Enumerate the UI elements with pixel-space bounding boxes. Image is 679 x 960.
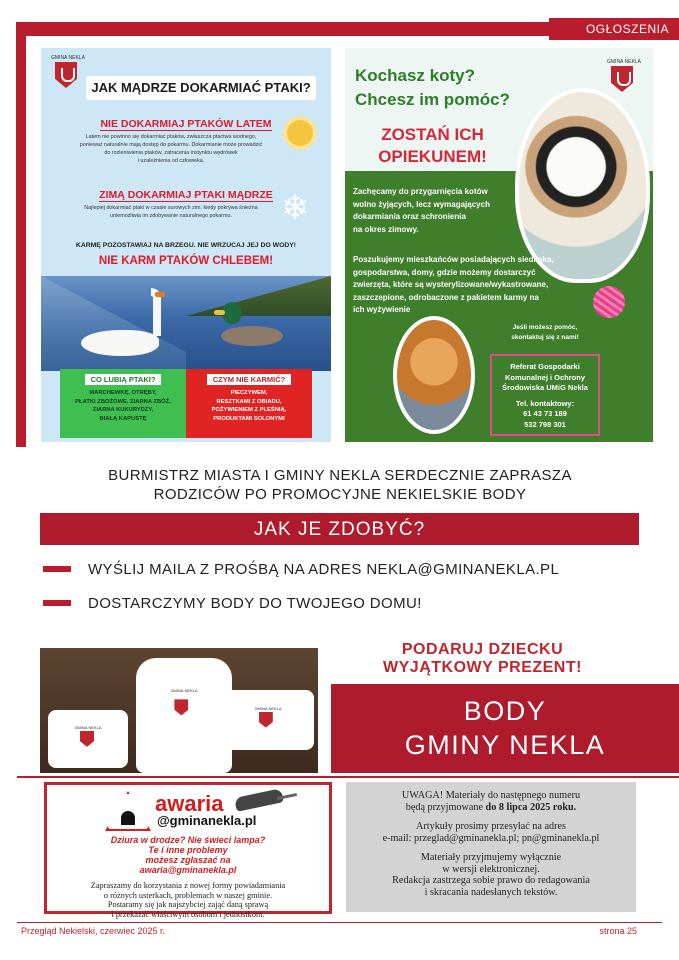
winter-heading: ZIMĄ DOKARMIAJ PTAKI MĄDRZE (99, 189, 273, 201)
awaria-domain: @gminanekla.pl (157, 813, 257, 828)
onesie-image: GMINA NEKLA (48, 710, 128, 768)
editorial-notice (346, 782, 636, 912)
yarn-ball-icon (593, 286, 625, 318)
notice-email: Artykuły prosimy przesyłać na adres e-mail: przeglad@gminanekla.pl; pn@gminanekla.pl (382, 821, 600, 844)
cat-intro-text: Zachęcamy do przygarnięcia kotów wolno żyjących, lecz wymagających dokarmiania oraz schronienia na okres zimowy. (353, 187, 490, 234)
bird-feeding-poster (41, 48, 331, 442)
how-to-get-banner: JAK JE ZDOBYĆ? (40, 513, 639, 545)
notice-deadline: UWAGA! Materiały do następnego numeru będą przyjmowane do 8 lipca 2025 roku. (401, 790, 581, 813)
duck-image (221, 326, 283, 346)
footer-rule (17, 922, 662, 923)
body-gminy-nekla-banner: BODY GMINY NEKLA (331, 684, 679, 773)
crest-caption: GMINA NEKLA (51, 55, 85, 61)
bird-poster-title: JAK MĄDRZE DOKARMIAĆ PTAKI? (86, 76, 316, 100)
cat-search-text: Poszukujemy mieszkańców posiadających siedliska, gospodarstwa, domy, gdzie możemy dostarczyć zwierzęta, które są wysterylizowane/wykastrowane, zaszczepione, odrobaczone z pakietem karmy na ich wyżywienie (353, 255, 554, 314)
sun-icon (287, 120, 313, 146)
good-food-box (60, 369, 186, 438)
bad-food-title: CZYM NIE KARMIĆ? (186, 375, 312, 384)
snowflake-icon: ❄ (281, 189, 310, 227)
gmina-crest-icon (55, 62, 77, 88)
worker-figure-icon (121, 811, 135, 825)
bread-warning: NIE KARM PTAKÓW CHLEBEM! (98, 255, 274, 267)
street-lamp-icon (234, 788, 284, 812)
section-tag: OGŁOSZENIA (549, 18, 679, 40)
invitation-text: BURMISTRZ MIASTA I GMINY NEKLA SERDECZNIE ZAPRASZA RODZICÓW PO PROMOCYJNE NEKIELSKIE BODY (108, 467, 572, 503)
cat-headline-2: OPIEKUNEM! (378, 147, 487, 166)
contact-prompt: Jeśli możesz pomóc, skontaktuj się z nami! (511, 324, 579, 341)
awaria-box (44, 782, 332, 919)
good-food-list: MARCHEWKĘ, OTRĘBY, PŁATKI ZBOŻOWE, ZIARNA ZBÓŻ, ZIARNA KUKURYDZY, BIAŁĄ KAPUSTĘ (75, 390, 171, 422)
shore-instruction: KARMĘ POZOSTAWIAJ NA BRZEGU. NIE WRZUCAJ JEJ DO WODY! (75, 242, 297, 249)
step-delivery: DOSTARCZYMY BODY DO TWOJEGO DOMU! (88, 595, 422, 612)
summer-heading: NIE DOKARMIAJ PTAKÓW LATEM (100, 118, 272, 130)
cat-adoption-poster (345, 48, 653, 442)
gmina-crest-icon (611, 66, 633, 92)
cat-question-2: Chcesz im pomóc? (355, 90, 510, 109)
bodysuits-photo (40, 648, 318, 773)
step-email: WYŚLIJ MAILA Z PROŚBĄ NA ADRES NEKLA@GMINANEKLA.PL (88, 561, 560, 578)
awaria-brand: awaria (155, 791, 224, 816)
swan-beak (155, 292, 165, 297)
crest-caption: GMINA NEKLA (607, 59, 641, 65)
cat-headline-1: ZOSTAŃ ICH (381, 125, 484, 144)
bad-food-box (186, 369, 312, 438)
swan-image (81, 330, 159, 356)
bad-food-list: PIECZYWEM, RESZTKAMI Z OBIADU, POŻYWIENIEM Z PLEŚNIĄ, PRODUKTAMI SOLONYMI (211, 390, 287, 422)
awaria-questions: Dziura w drodze? Nie świeci lampa? Te i inne problemy możesz zgłaszać na awaria@gminanekla.pl (110, 835, 266, 875)
cat-question-1: Kochasz koty? (355, 66, 475, 85)
duck-head (222, 302, 242, 324)
notice-terms: Materiały przyjmujemy wyłącznie w wersji elektronicznej. Redakcja zastrzega sobie prawo do redagowania i skracania nadesłanych tekstów. (392, 852, 590, 898)
summer-text: Latem nie powinno się dokarmiać ptaków, zwłaszcza ptactwa wodnego, ponieważ naturalnie mają dostęp do pokarmu. Dokarmianie może prowadzić do rozleniwienia ptaków, zatracenia instynktu wędrówek i uzależnienia od człowieka. (79, 134, 263, 164)
ginger-cat-photo (393, 316, 475, 434)
office-contact-box: Referat Gospodarki Komunalnej i Ochrony Środowiska UMiG Nekla Tel. kontaktowy: 61 43 73 189 532 798 301 (490, 354, 600, 436)
gift-headline: PODARUJ DZIECKU WYJĄTKOWY PREZENT! (383, 641, 582, 676)
left-margin-rule (16, 22, 26, 447)
good-food-title: CO LUBIĄ PTAKI? (60, 375, 186, 384)
bullet-dash (43, 566, 71, 572)
onesie-image: GMINA NEKLA (136, 658, 232, 773)
section-divider (17, 776, 679, 778)
onesie-image: GMINA NEKLA (222, 690, 314, 750)
winter-text: Najlepiej dokarmiać ptaki w czasie surowych zim, kiedy pokrywa śnieżna uniemożliwia im zdobywanie naturalnego pokarmu. (84, 205, 258, 219)
bullet-dash (43, 600, 71, 606)
publication-name: Przegląd Nekielski, czerwiec 2025 r. (21, 926, 166, 936)
page-number: strona 25 (599, 926, 637, 936)
awaria-description: Zapraszamy do korzystania z nowej formy powiadamiania o różnych usterkach, problemach w naszej gminie. Postaramy się jak najszybciej zająć daną sprawą i przekazać właściwym osobom i jednostkom. (90, 881, 286, 919)
duck-beak (214, 310, 225, 315)
